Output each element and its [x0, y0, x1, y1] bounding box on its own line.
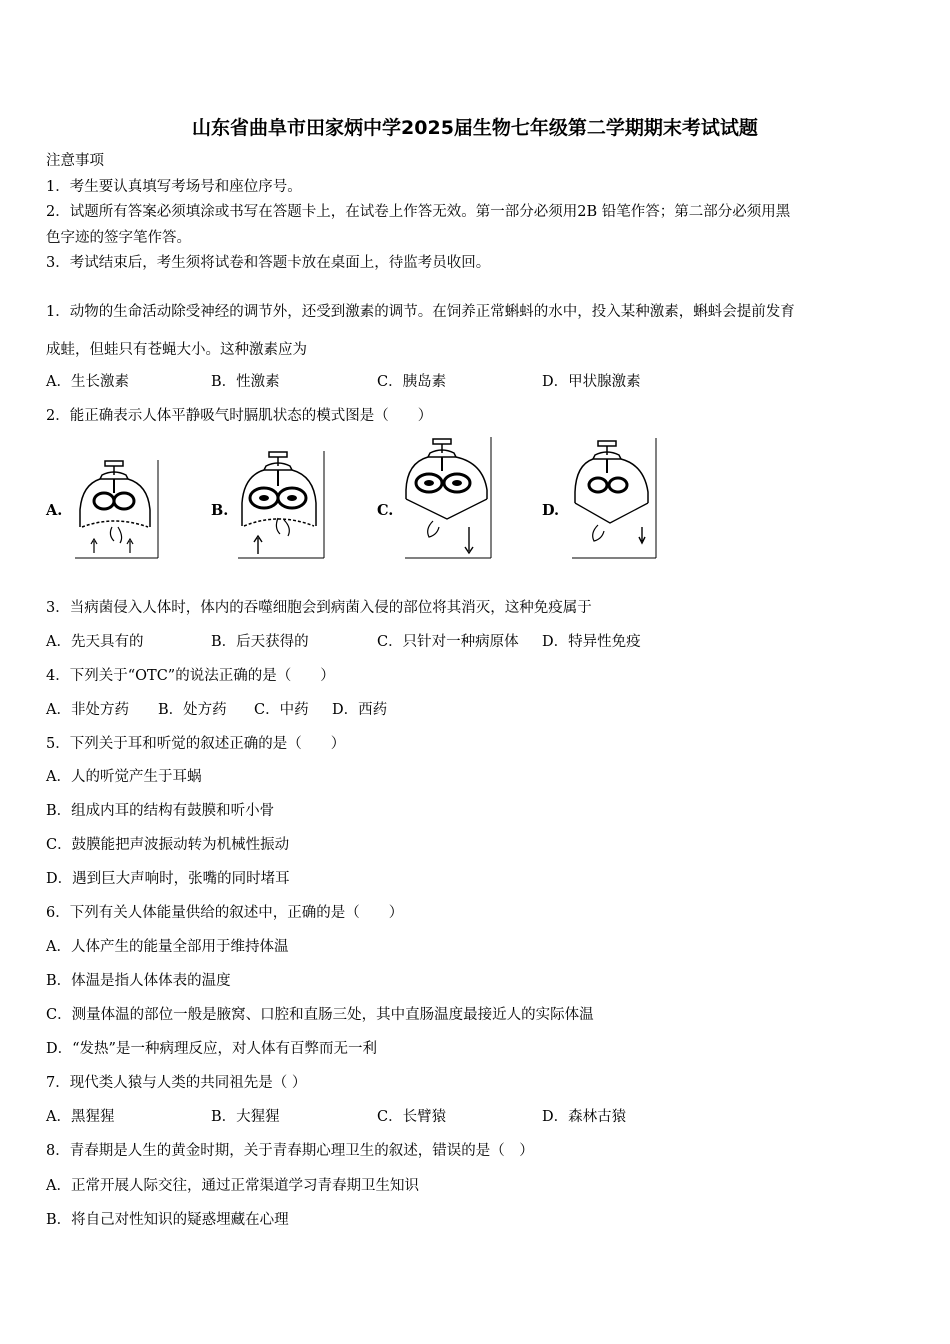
figure-label-c[interactable]: C.: [377, 502, 394, 519]
option-a[interactable]: A．黑猩猩: [46, 1109, 115, 1125]
diaphragm-figure-d[interactable]: [570, 437, 660, 560]
option-a[interactable]: A．正常开展人际交往，通过正常渠道学习青春期卫生知识: [46, 1178, 419, 1194]
question-stem: 8．青春期是人生的黄金时期，关于青春期心理卫生的叙述，错误的是（ ）: [46, 1143, 534, 1159]
notice-item: 1．考生要认真填写考场号和座位序号。: [46, 179, 302, 195]
option-a[interactable]: A．人的听觉产生于耳蜗: [46, 769, 202, 785]
page-title: 山东省曲阜市田家炳中学2025届生物七年级第二学期期末考试试题: [192, 117, 758, 139]
question-stem: 成蛙，但蛙只有苍蝇大小。这种激素应为: [46, 342, 307, 358]
option-b[interactable]: B．性激素: [211, 374, 280, 390]
notice-heading: 注意事项: [46, 153, 104, 169]
option-b[interactable]: B．处方药: [158, 702, 227, 718]
option-b[interactable]: B．将自己对性知识的疑惑埋藏在心理: [46, 1212, 289, 1228]
option-a[interactable]: A．先天具有的: [46, 634, 144, 650]
option-d[interactable]: D．“发热”是一种病理反应，对人体有百弊而无一利: [46, 1041, 377, 1057]
diaphragm-figure-c[interactable]: [403, 435, 495, 560]
figure-label-a[interactable]: A.: [46, 502, 63, 519]
option-b[interactable]: B．大猩猩: [211, 1109, 280, 1125]
option-d[interactable]: D．西药: [332, 702, 388, 718]
option-b[interactable]: B．组成内耳的结构有鼓膜和听小骨: [46, 803, 275, 819]
option-c[interactable]: C．中药: [254, 702, 309, 718]
option-a[interactable]: A．人体产生的能量全部用于维持体温: [46, 939, 289, 955]
option-c[interactable]: C．鼓膜能把声波振动转为机械性振动: [46, 837, 290, 853]
question-stem: 1．动物的生命活动除受神经的调节外，还受到激素的调节。在饲养正常蝌蚪的水中，投入某种激素，蝌蚪会提前发育: [46, 304, 795, 320]
question-stem: 6．下列有关人体能量供给的叙述中，正确的是（ ）: [46, 905, 404, 921]
question-stem: 2．能正确表示人体平静吸气时膈肌状态的模式图是（ ）: [46, 408, 433, 424]
question-stem: 3．当病菌侵入人体时，体内的吞噬细胞会到病菌入侵的部位将其消灭，这种免疫属于: [46, 600, 592, 616]
notice-item: 2．试题所有答案必须填涂或书写在答题卡上，在试卷上作答无效。第一部分必须用2B 铅笔作答；第二部分必须用黑: [46, 204, 791, 220]
figure-label-d[interactable]: D.: [542, 502, 560, 519]
question-stem: 4．下列关于“OTC”的说法正确的是（ ）: [46, 668, 335, 684]
option-b[interactable]: B．后天获得的: [211, 634, 309, 650]
option-c[interactable]: C．测量体温的部位一般是腋窝、口腔和直肠三处，其中直肠温度最接近人的实际体温: [46, 1007, 594, 1023]
option-d[interactable]: D．甲状腺激素: [542, 374, 641, 390]
option-c[interactable]: C．只针对一种病原体: [377, 634, 519, 650]
option-a[interactable]: A．生长激素: [46, 374, 129, 390]
option-a[interactable]: A．非处方药: [46, 702, 129, 718]
question-stem: 5．下列关于耳和听觉的叙述正确的是（ ）: [46, 736, 346, 752]
diaphragm-figure-b[interactable]: [236, 448, 328, 560]
diaphragm-figure-a[interactable]: [72, 455, 162, 560]
question-stem: 7．现代类人猿与人类的共同祖先是（ ）: [46, 1075, 307, 1091]
option-d[interactable]: D．特异性免疫: [542, 634, 641, 650]
option-b[interactable]: B．体温是指人体体表的温度: [46, 973, 231, 989]
option-d[interactable]: D．森林古猿: [542, 1109, 627, 1125]
notice-item: 3．考试结束后，考生须将试卷和答题卡放在桌面上，待监考员收回。: [46, 255, 491, 271]
option-d[interactable]: D．遇到巨大声响时，张嘴的同时堵耳: [46, 871, 290, 887]
figure-label-b[interactable]: B.: [211, 502, 229, 519]
option-c[interactable]: C．胰岛素: [377, 374, 447, 390]
notice-item: 色字迹的签字笔作答。: [46, 230, 191, 246]
option-c[interactable]: C．长臂猿: [377, 1109, 447, 1125]
